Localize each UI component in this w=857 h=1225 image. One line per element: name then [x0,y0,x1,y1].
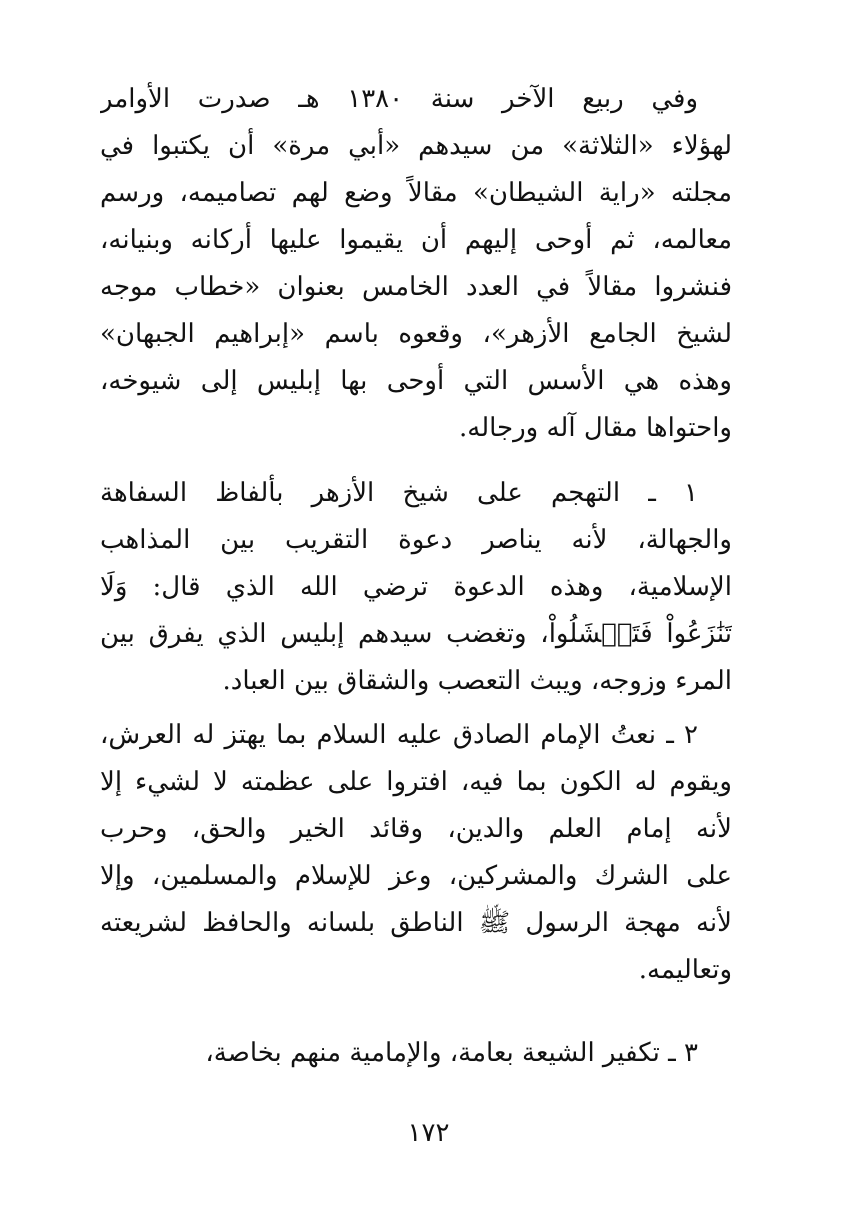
text-line: وفي ربيع الآخر سنة ١٣٨٠ هـ صدرت الأوامر [100,84,699,114]
paragraph-intro [100,76,732,452]
text-line: الإسلامية، وهذه الدعوة ترضي الله الذي قال: وَلَا [100,572,732,602]
text-line: والجهالة، لأنه يناصر دعوة التقريب بين المذاهب [100,525,732,555]
text-line: وهذه هي الأسس التي أوحى بها إبليس إلى شيوخه، [100,366,732,396]
text-line: ويقوم له الكون بما فيه، افتروا على عظمته لا لشيء إلا [100,767,732,797]
text-line: فنشروا مقالاً في العدد الخامس بعنوان «خطاب موجه [100,272,732,302]
paragraph-point-3 [100,1030,732,1077]
paragraph-point-2 [100,712,732,994]
text-line: تَنَٰزَعُواْ فَتَفۡشَلُواْ، وتغضب سيدهم إبليس الذي يفرق بين [100,619,732,649]
text-line: ٢ ـ نعتُ الإمام الصادق عليه السلام بما يهتز له العرش، [100,720,698,750]
text-line: لأنه مهجة الرسول ﷺ الناطق بلسانه والحافظ لشريعته [100,908,732,938]
text-line: لأنه إمام العلم والدين، وقائد الخير والحق، وحرب [100,814,732,844]
text-line: وتعاليمه. [638,955,732,985]
text-line: ٣ ـ تكفير الشيعة بعامة، والإمامية منهم بخاصة، [205,1038,698,1068]
text-line: لشيخ الجامع الأزهر»، وقعوه باسم «إبراهيم الجبهان» [100,319,732,349]
text-line: لهؤلاء «الثلاثة» من سيدهم «أبي مرة» أن يكتبوا في [100,131,732,161]
text-line: واحتواها مقال آله ورجاله. [459,413,732,443]
text-line: معالمه، ثم أوحى إليهم أن يقيموا عليها أركانه وبنيانه، [100,225,732,255]
paragraph-point-1 [100,470,732,705]
text-line: المرء وزوجه، ويبث التعصب والشقاق بين العباد. [222,666,732,696]
text-line: على الشرك والمشركين، وعز للإسلام والمسلمين، وإلا [100,861,732,891]
text-line: مجلته «راية الشيطان» مقالاً وضع لهم تصاميمه، ورسم [100,178,732,208]
page-number: ١٧٢ [407,1118,450,1148]
text-line: ١ ـ التهجم على شيخ الأزهر بألفاظ السفاهة [100,478,698,508]
